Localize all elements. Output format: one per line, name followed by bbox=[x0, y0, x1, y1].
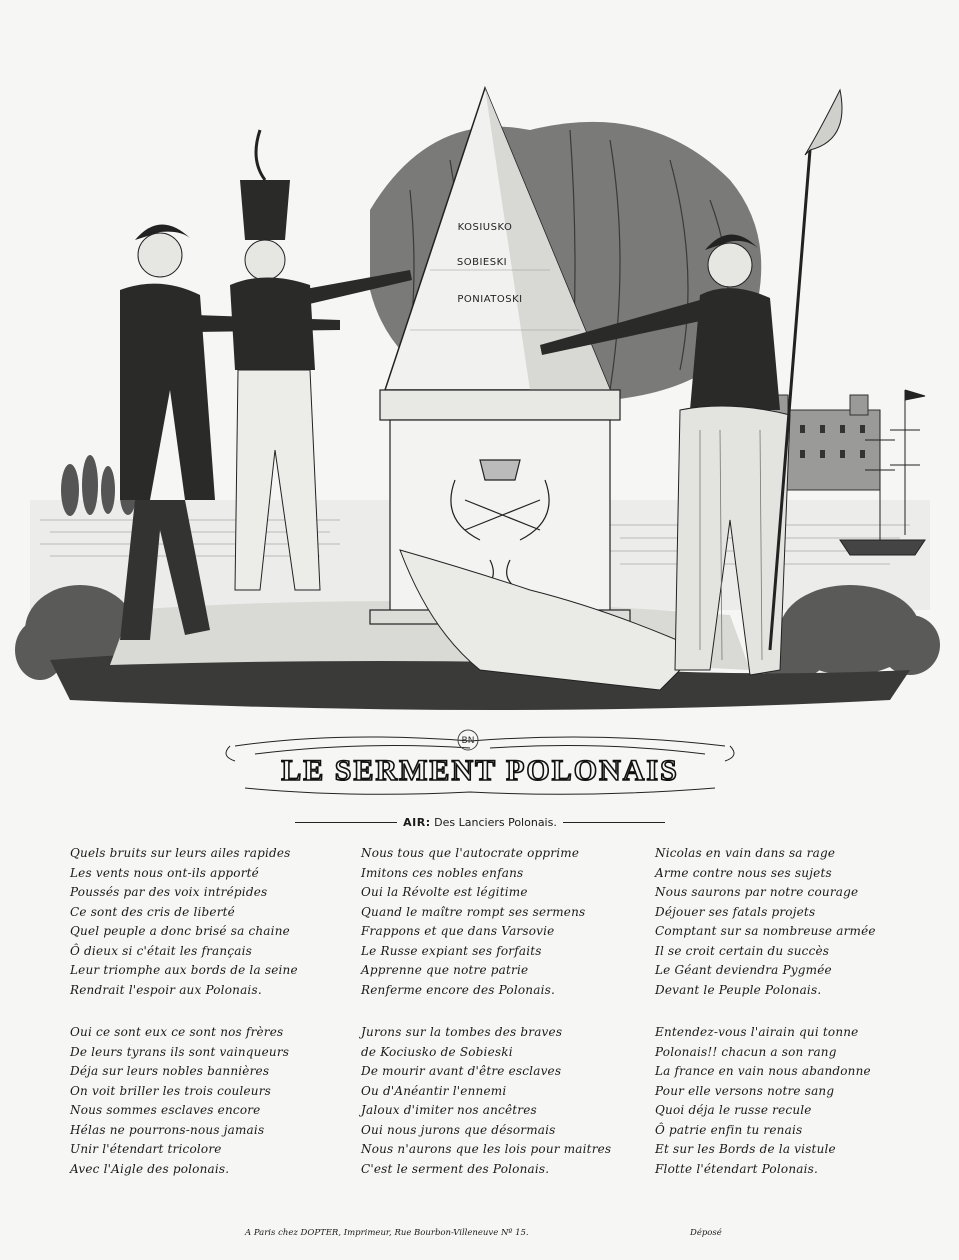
verse-column-1 bbox=[70, 844, 370, 1179]
air-rule-left bbox=[295, 822, 397, 823]
verse-line: Frappons et que dans Varsovie bbox=[361, 924, 555, 938]
title-svg bbox=[0, 726, 959, 806]
stanza bbox=[655, 1023, 955, 1179]
stanza bbox=[70, 1023, 370, 1179]
verse-line: Il se croit certain du succès bbox=[655, 943, 830, 958]
verse-column-3 bbox=[655, 844, 955, 1179]
verse-column-2 bbox=[361, 844, 661, 1179]
verse-line: Entendez-vous l'airain qui tonne bbox=[655, 1025, 859, 1039]
verse-line: Unir l'étendart tricolore bbox=[70, 1142, 222, 1156]
verse-line: Jurons sur la tombes des braves bbox=[361, 1025, 563, 1039]
verse-line: Jaloux d'imiter nos ancêtres bbox=[361, 1103, 537, 1117]
verse-line: Les vents nous ont-ils apporté bbox=[70, 865, 259, 880]
verse-line: Oui nous jurons que désormais bbox=[361, 1122, 556, 1137]
song-verses bbox=[0, 844, 959, 1194]
verse-line: Nous sommes esclaves encore bbox=[70, 1103, 261, 1117]
verse-line: On voit briller les trois couleurs bbox=[70, 1083, 271, 1098]
page-title: LE SERMENT POLONAIS bbox=[281, 754, 679, 787]
air-rule-right bbox=[563, 822, 665, 823]
monument-name-3: PONIATOSKI bbox=[457, 294, 523, 305]
verse-line: Déjouer ses fatals projets bbox=[655, 904, 816, 919]
stanza bbox=[361, 1023, 661, 1179]
verse-line: Polonais!! chacun a son rang bbox=[655, 1044, 837, 1059]
verse-line: Apprenne que notre patrie bbox=[361, 963, 529, 977]
verse-line: Le Géant deviendra Pygmée bbox=[655, 963, 832, 977]
verse-line: Quels bruits sur leurs ailes rapides bbox=[70, 846, 291, 860]
air-text bbox=[397, 816, 563, 829]
verse-line: Nicolas en vain dans sa rage bbox=[655, 846, 836, 860]
stanza bbox=[361, 844, 661, 1000]
stamp-text: BN bbox=[461, 736, 475, 746]
verse-line: de Kociusko de Sobieski bbox=[361, 1044, 513, 1059]
verse-line: Quel peuple a donc brisé sa chaine bbox=[70, 924, 290, 938]
engraved-illustration bbox=[10, 70, 950, 710]
verse-line: Devant le Peuple Polonais. bbox=[655, 982, 822, 997]
monument-name-2: SOBIESKI bbox=[456, 257, 508, 268]
verse-line: Quoi déja le russe recule bbox=[655, 1103, 812, 1117]
verse-line: Nous n'aurons que les lois pour maitres bbox=[361, 1142, 612, 1156]
verse-line: Poussés par des voix intrépides bbox=[70, 885, 268, 899]
verse-line: Hélas ne pourrons-nous jamais bbox=[70, 1122, 265, 1137]
verse-line: Ô patrie enfin tu renais bbox=[655, 1122, 803, 1137]
stanza bbox=[70, 844, 370, 1000]
verse-line: Nous tous que l'autocrate opprime bbox=[361, 846, 580, 860]
printer-imprint: A Paris chez DOPTER, Imprimeur, Rue Bourbon-Villeneuve Nº 15. bbox=[245, 1228, 529, 1238]
verse-line: Ou d'Anéantir l'ennemi bbox=[361, 1083, 507, 1098]
verse-line: Quand le maître rompt ses sermens bbox=[361, 904, 586, 919]
depose-mark: Déposé bbox=[690, 1228, 722, 1238]
title-banner bbox=[0, 726, 959, 806]
verse-line: Rendrait l'espoir aux Polonais. bbox=[70, 982, 262, 997]
verse-line: Imitons ces nobles enfans bbox=[361, 865, 524, 880]
verse-line: Oui ce sont eux ce sont nos frères bbox=[70, 1025, 284, 1039]
verse-line: Avec l'Aigle des polonais. bbox=[70, 1161, 230, 1176]
verse-line: Leur triomphe aux bords de la seine bbox=[70, 963, 298, 977]
verse-line: Déja sur leurs nobles bannières bbox=[70, 1064, 270, 1078]
verse-line: Ce sont des cris de liberté bbox=[70, 904, 235, 919]
verse-line: Flotte l'étendart Polonais. bbox=[655, 1161, 819, 1176]
verse-line: Renferme encore des Polonais. bbox=[361, 982, 555, 997]
verse-line: Nous saurons par notre courage bbox=[655, 885, 859, 899]
air-tune: Des Lanciers Polonais. bbox=[434, 815, 557, 829]
air-label: AIR: bbox=[403, 815, 431, 829]
verse-line: De leurs tyrans ils sont vainqueurs bbox=[70, 1044, 290, 1059]
verse-line: La france en vain nous abandonne bbox=[655, 1064, 871, 1078]
verse-line: Le Russe expiant ses forfaits bbox=[361, 943, 542, 958]
verse-line: De mourir avant d'être esclaves bbox=[361, 1064, 562, 1078]
monument-name-1: KOSIUSKO bbox=[457, 222, 513, 233]
illustration-svg bbox=[10, 70, 950, 710]
verse-line: Comptant sur sa nombreuse armée bbox=[655, 924, 876, 938]
air-subtitle bbox=[295, 812, 665, 832]
verse-line: Pour elle versons notre sang bbox=[655, 1083, 835, 1098]
verse-line: Ô dieux si c'était les français bbox=[70, 943, 253, 958]
verse-line: C'est le serment des Polonais. bbox=[361, 1161, 550, 1176]
verse-line: Oui la Révolte est légitime bbox=[361, 885, 528, 899]
verse-line: Arme contre nous ses sujets bbox=[655, 865, 832, 880]
verse-line: Et sur les Bords de la vistule bbox=[655, 1142, 836, 1156]
stanza bbox=[655, 844, 955, 1000]
